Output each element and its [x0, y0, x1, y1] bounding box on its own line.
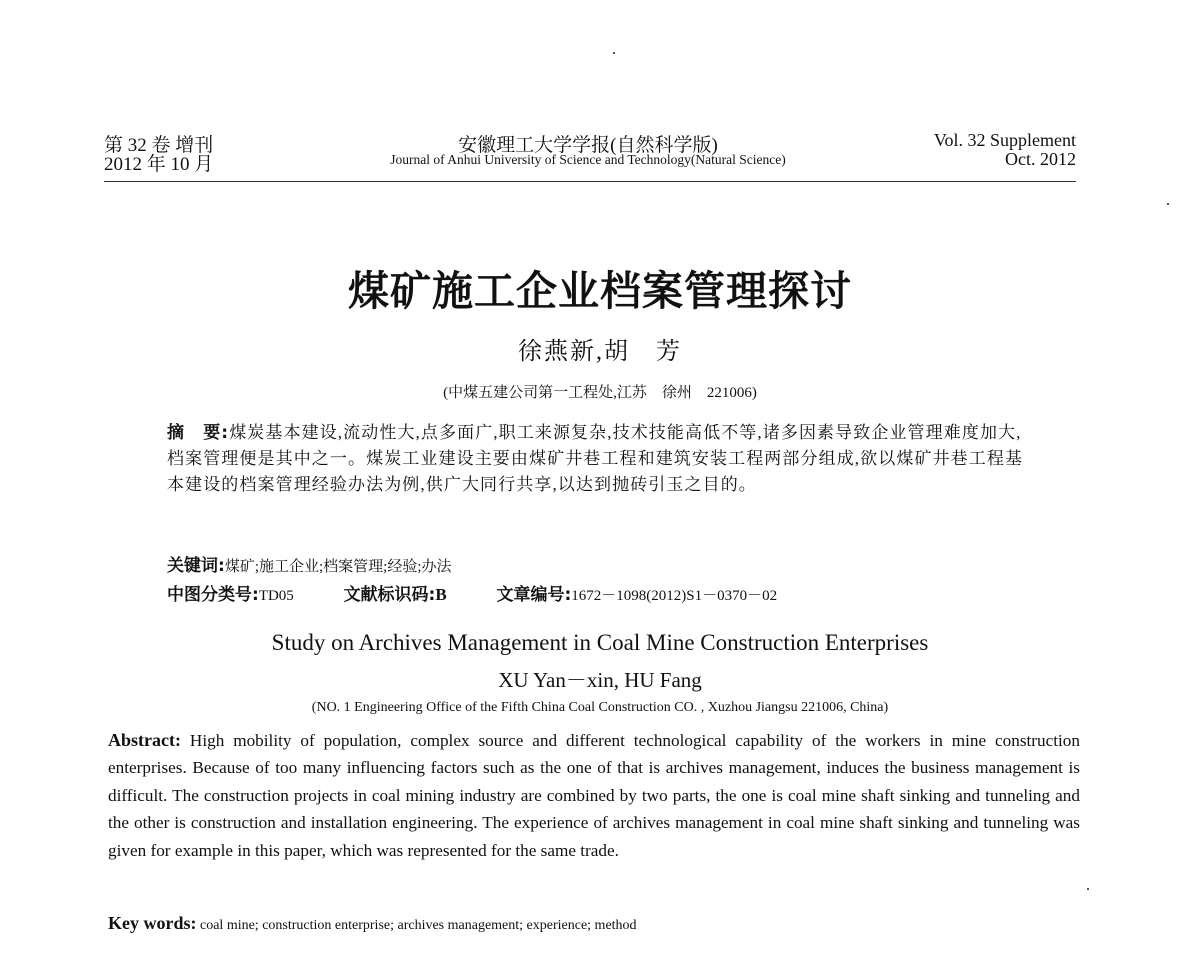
doc-code-label: 文献标识码: [343, 585, 436, 605]
abstract-en-label: Abstract: [108, 730, 181, 750]
keywords-cn-text: 煤矿;施工企业;档案管理;经验;办法 [224, 559, 452, 575]
abstract-cn-text: 煤炭基本建设,流动性大,点多面广,职工来源复杂,技术技能高低不等,诸多因素导致企业管理难度加大,档案管理便是其中之一。煤炭工业建设主要由煤矿井巷工程和建筑安装工程两部分组成,欲以煤矿井巷工程基本建设的档案管理经验办法为例,供广大同行共享,以达到抛砖引玉之目的。 [167, 423, 1024, 494]
scan-speck [1087, 888, 1089, 890]
journal-title-cn: 安徽理工大学学报(自然科学版) [458, 135, 718, 156]
keywords-cn [167, 551, 451, 576]
keywords-cn-label: 关键词: [167, 556, 225, 576]
keywords-en [108, 913, 637, 934]
doc-code-value: B [435, 585, 447, 604]
abstract-en [108, 727, 1080, 864]
authors-en: XU Yan－xin, HU Fang [498, 668, 702, 692]
scan-speck [613, 52, 615, 54]
clc-value: TD05 [258, 588, 294, 604]
keywords-en-text: coal mine; construction enterprise; archives management; experience; method [196, 918, 637, 933]
paper-title-en: Study on Archives Management in Coal Mine Construction Enterprises [271, 630, 929, 655]
abstract-cn-label: 摘 要: [167, 423, 230, 443]
article-no-value: 1672－1098(2012)S1－0370－02 [571, 588, 778, 604]
clc-label: 中图分类号: [167, 585, 259, 605]
journal-title-en: Journal of Anhui University of Science and Technology(Natural Science) [390, 152, 786, 167]
authors-cn: 徐燕新,胡 芳 [518, 339, 682, 365]
header-rule [104, 181, 1076, 182]
date-cn: 2012 年 10 月 [104, 154, 214, 175]
date-en: Oct. 2012 [1005, 149, 1076, 169]
classification-line [167, 580, 777, 605]
keywords-en-label: Key words: [108, 913, 197, 933]
paper-title-cn: 煤矿施工企业档案管理探讨 [348, 268, 852, 314]
abstract-cn [167, 420, 1037, 498]
volume-issue-en: Vol. 32 Supplement [933, 130, 1076, 150]
scan-speck [1167, 203, 1169, 205]
affiliation-cn: (中煤五建公司第一工程处,江苏 徐州 221006) [443, 385, 757, 401]
volume-issue-cn: 第 32 卷 增刊 [104, 135, 214, 156]
article-no-label: 文章编号: [496, 585, 572, 605]
affiliation-en: (NO. 1 Engineering Office of the Fifth China Coal Construction CO. , Xuzhou Jiangsu 221006, China) [311, 700, 889, 715]
abstract-en-text: High mobility of population, complex source and different technological capability of the workers in mine construction enterprises. Because of too many influencing factors such as the one of that is archives management, induces the business management is difficult. The construction projects in coal mining industry are combined by two parts, the one is coal mine shaft sinking and tunneling and the other is construction and installation engineering. The experience of archives management in coal mine shaft sinking and tunneling was given for example in this paper, which was represented for the same trade. [108, 731, 1080, 860]
